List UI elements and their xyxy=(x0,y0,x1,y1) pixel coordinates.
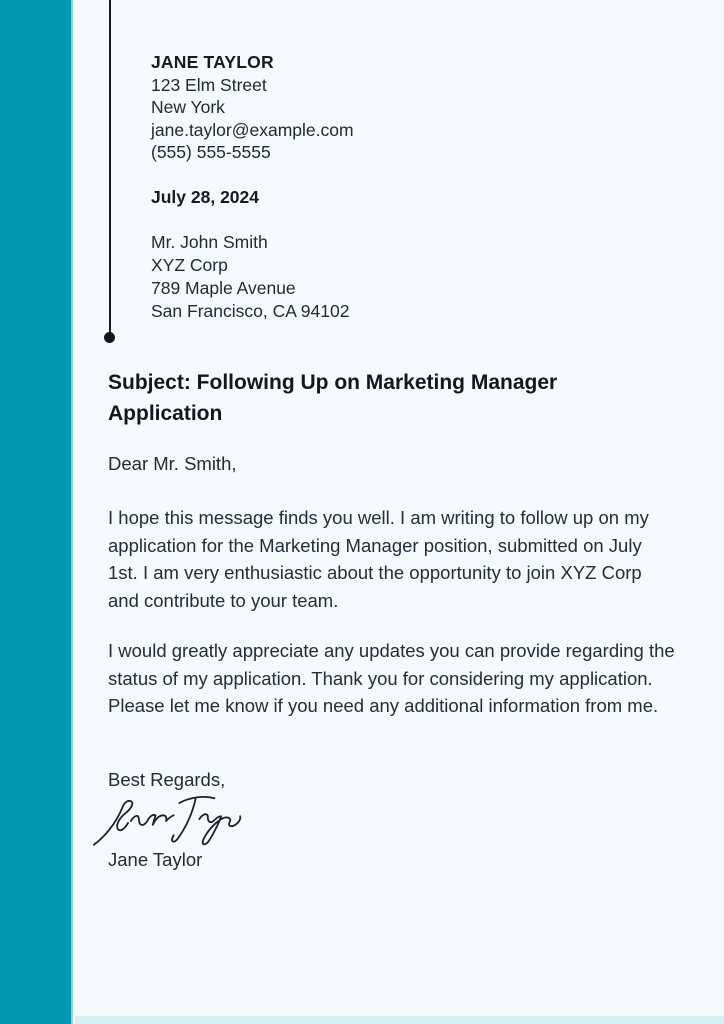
recipient-street: 789 Maple Avenue xyxy=(151,278,296,298)
subject-line: Subject: Following Up on Marketing Manager Application xyxy=(108,371,558,425)
recipient-block xyxy=(151,231,349,323)
sender-city: New York xyxy=(151,97,225,117)
accent-sidebar-band xyxy=(0,0,73,1024)
sender-phone: (555) 555-5555 xyxy=(151,142,271,162)
sender-block xyxy=(151,51,354,164)
recipient-name: Mr. John Smith xyxy=(151,232,268,252)
body-paragraph: I hope this message finds you well. I am writing to follow up on my application for the Marketing Manager position, submitted on July 1st. I am very enthusiastic about the opportunity to join XYZ Corp and contribute to your team. xyxy=(108,507,649,611)
header-vertical-rule xyxy=(109,0,111,333)
page-bottom-strip xyxy=(75,1016,724,1024)
letter-date: July 28, 2024 xyxy=(151,187,259,207)
salutation: Dear Mr. Smith, xyxy=(108,453,237,474)
sender-street: 123 Elm Street xyxy=(151,74,267,95)
closing-line: Best Regards, xyxy=(108,769,226,790)
typed-signature-name: Jane Taylor xyxy=(108,849,203,870)
handwritten-signature xyxy=(91,791,243,851)
recipient-city: San Francisco, CA 94102 xyxy=(151,301,350,321)
sender-email: jane.taylor@example.com xyxy=(151,119,354,140)
header-rule-end-dot xyxy=(104,332,115,343)
sender-name: JANE TAYLOR xyxy=(151,52,274,72)
recipient-company: XYZ Corp xyxy=(151,255,228,275)
body-paragraph: I would greatly appreciate any updates you can provide regarding the status of my application. Thank you for considering my application. Please let me know if you need any additional information from me. xyxy=(108,640,675,717)
